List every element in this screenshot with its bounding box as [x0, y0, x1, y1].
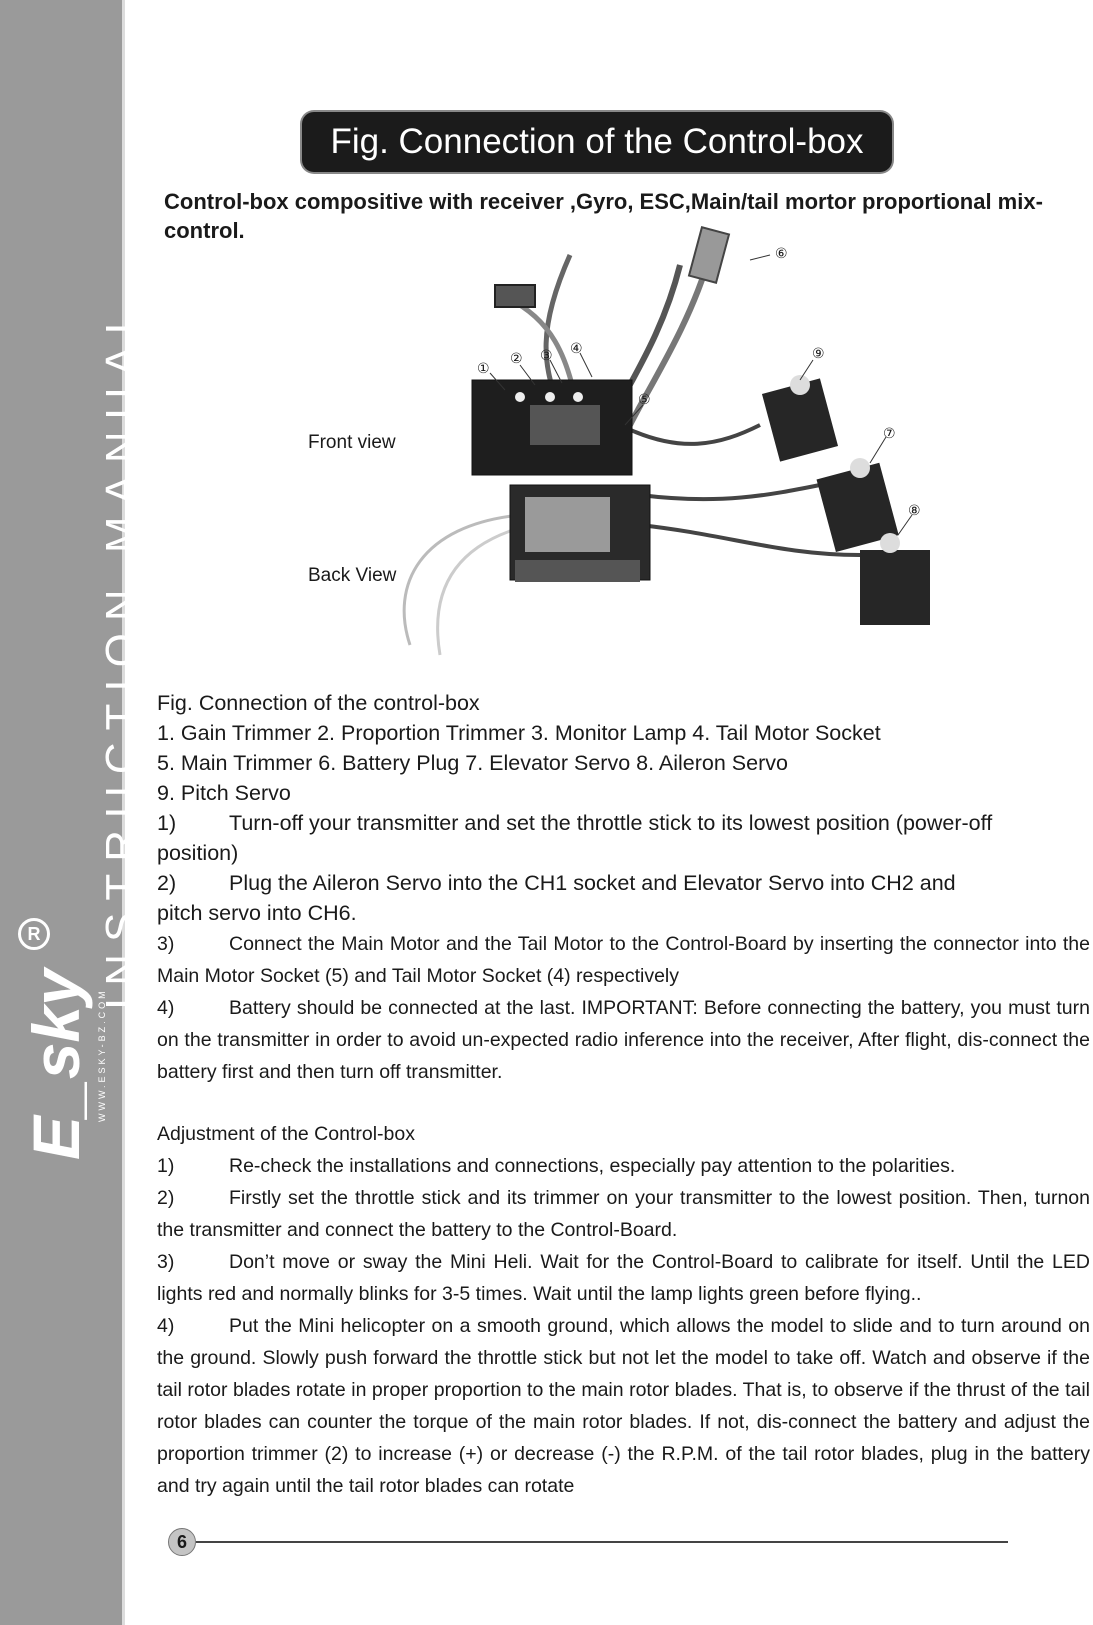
adjust-step-1: 1) Re-check the installations and connections, especially pay attention to the polarities.	[157, 1155, 956, 1177]
steps-block	[157, 928, 1090, 1088]
front-view-label: Front view	[308, 432, 396, 453]
footer-rule	[196, 1541, 1008, 1543]
step-1-continued: position)	[157, 841, 239, 865]
caption-legend-line-3: 9. Pitch Servo	[157, 781, 291, 805]
step-2: 2) Plug the Aileron Servo into the CH1 socket and Elevator Servo into CH2 and	[157, 871, 956, 895]
callout-8: ⑧	[908, 502, 921, 518]
adjustment-title: Adjustment of the Control-box	[157, 1123, 415, 1145]
callout-1: ①	[477, 360, 490, 376]
intro-text: Control-box compositive with receiver ,Gyro, ESC,Main/tail mortor proportional mix-control.	[164, 189, 1043, 243]
caption-legend-line-2: 5. Main Trimmer 6. Battery Plug 7. Elevator Servo 8. Aileron Servo	[157, 751, 788, 775]
step-2-continued: pitch servo into CH6.	[157, 901, 357, 925]
adjust-step-4: 4) Put the Mini helicopter on a smooth ground, which allows the model to slide and to turn around on the ground. Slowly push forward the throttle stick but not let the model to take off. Watch and observe if the tail rotor blades rotate in proper proportion to the main rotor blades. That is, to observe if the thrust of the tail rotor blades can counter the torque of the main rotor blades. If not, dis-connect the battery and adjust the proportion trimmer (2) to increase (+) or decrease (-) the R.P.M. of the tail rotor blades, plug in the battery and try again until the tail rotor blades can rotate	[157, 1315, 1090, 1497]
callout-5: ⑤	[638, 391, 651, 407]
callout-3: ③	[540, 347, 553, 363]
caption-title: Fig. Connection of the control-box	[157, 691, 480, 715]
callout-6: ⑥	[775, 245, 788, 261]
figure-caption	[157, 688, 1090, 928]
callout-9: ⑨	[812, 345, 825, 361]
callout-7: ⑦	[883, 425, 896, 441]
page-number: 6	[168, 1528, 196, 1556]
adjustment-section	[157, 1118, 1090, 1502]
control-box-photo	[300, 225, 960, 670]
step-4: 4) Battery should be connected at the last. IMPORTANT: Before connecting the battery, you must turn on the transmitter in order to avoid un-expected radio inference into the receiver, After flight, dis-connect the battery first and then turn off transmitter.	[157, 997, 1090, 1083]
step-3: 3) Connect the Main Motor and the Tail Motor to the Control-Board by inserting the connector into the Main Motor Socket (5) and Tail Motor Socket (4) respectively	[157, 933, 1090, 987]
manual-title-vertical: INSTRUCTION MANUAL	[97, 297, 146, 1010]
adjust-step-2: 2) Firstly set the throttle stick and its trimmer on your transmitter to the lowest position. Then, turnon the transmitter and connect the battery to the Control-Board.	[157, 1187, 1090, 1241]
callout-4: ④	[570, 340, 583, 356]
figure-heading: Fig. Connection of the Control-box	[302, 112, 892, 172]
callout-2: ②	[510, 350, 523, 366]
esky-logo: E_sky	[19, 969, 93, 1160]
control-box-illustration	[300, 225, 960, 670]
step-1: 1) Turn-off your transmitter and set the throttle stick to its lowest position (power-off	[157, 811, 993, 835]
adjust-step-3: 3) Don’t move or sway the Mini Heli. Wait for the Control-Board to calibrate for itself. Until the LED lights red and normally blinks for 3-5 times. Wait until the lamp lights green before flying..	[157, 1251, 1090, 1305]
registered-mark-icon: R	[18, 918, 50, 950]
website-text: WWW.ESKY-BZ.COM	[97, 988, 107, 1122]
back-view-label: Back View	[308, 565, 397, 586]
caption-legend-line-1: 1. Gain Trimmer 2. Proportion Trimmer 3. Monitor Lamp 4. Tail Motor Socket	[157, 721, 881, 745]
